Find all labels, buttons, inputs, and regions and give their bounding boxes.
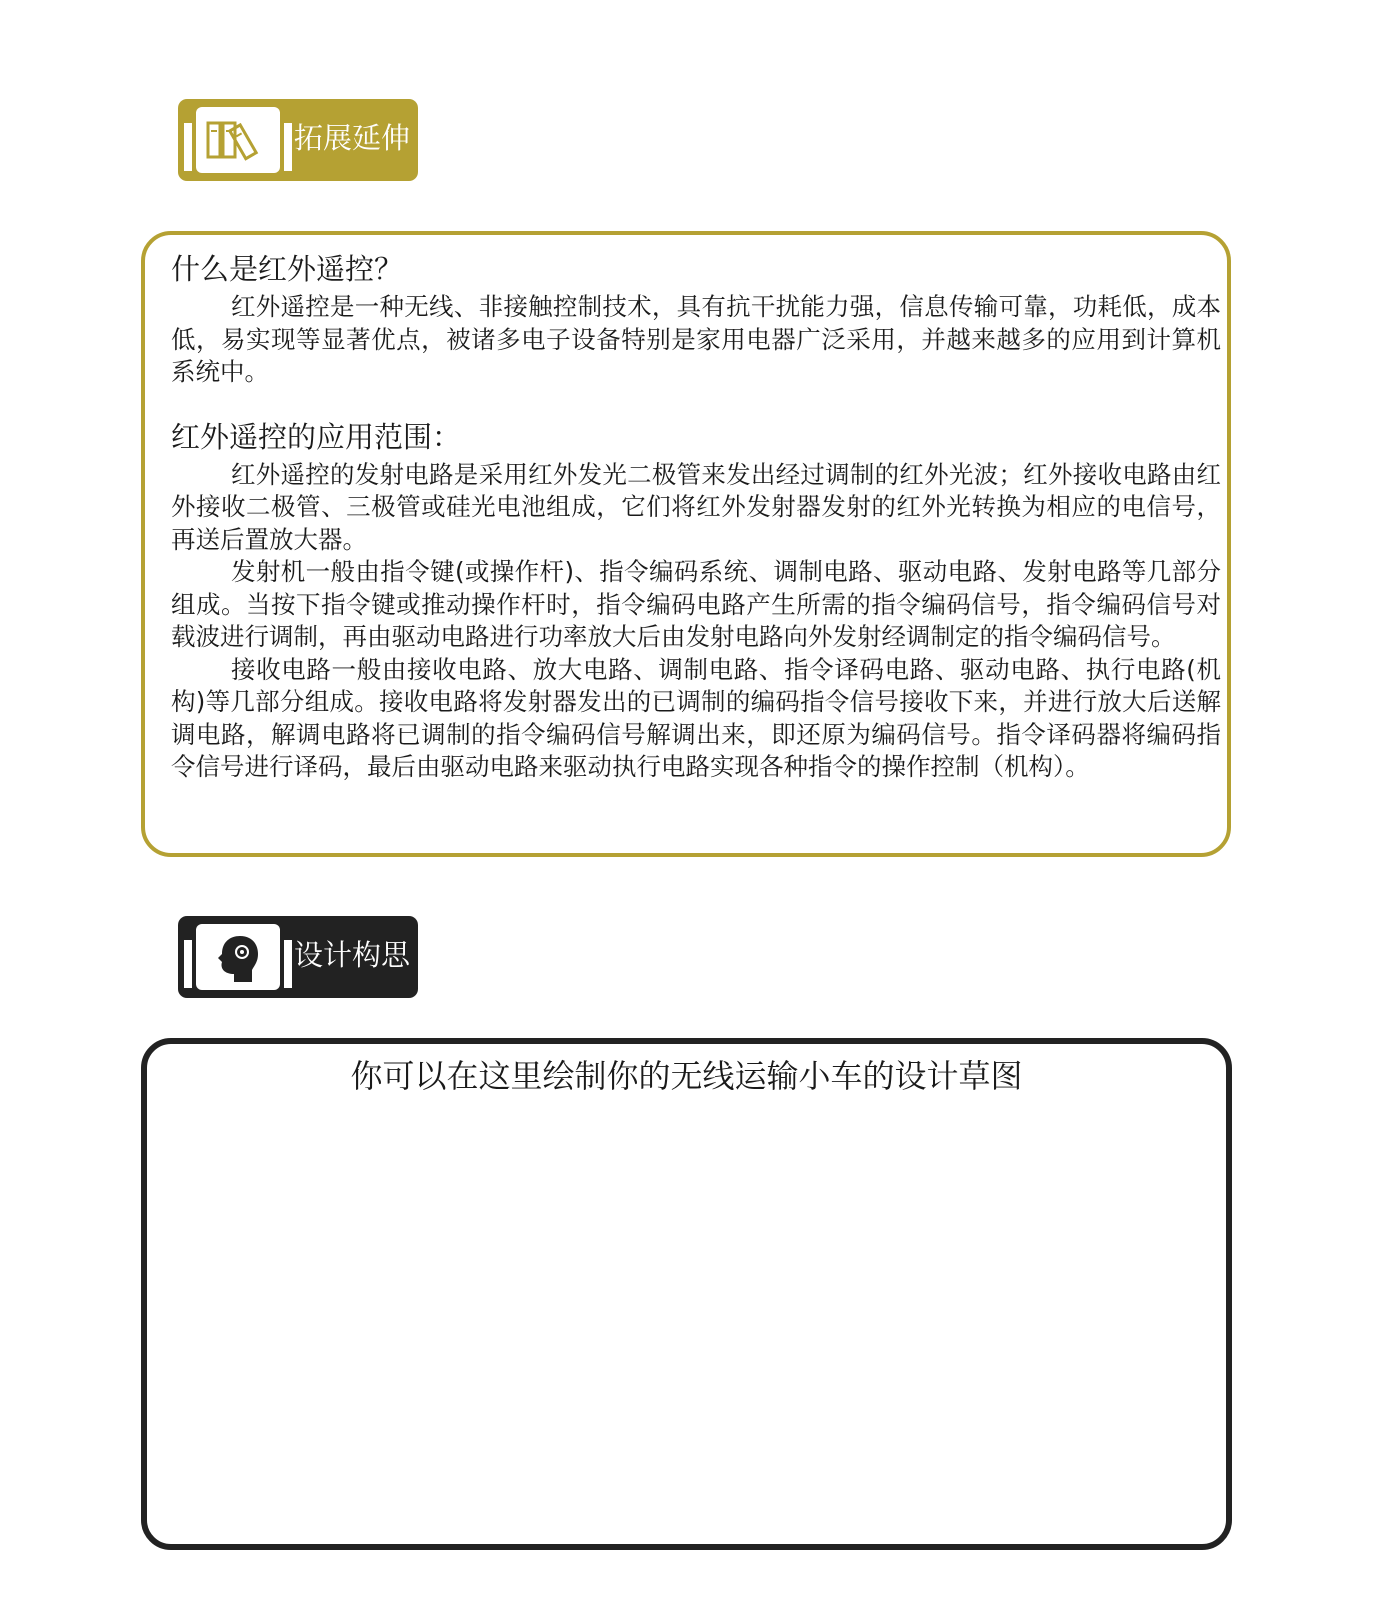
sketch-prompt: 你可以在这里绘制你的无线运输小车的设计草图 xyxy=(350,1057,1023,1095)
info-content xyxy=(171,249,1221,784)
binders-icon xyxy=(204,117,270,165)
paragraph: 红外遥控的发射电路是采用红外发光二极管来发出经过调制的红外光波；红外接收电路由红外接收二极管、三极管或硅光电池组成，它们将红外发射器发射的红外光转换为相应的电信号，再送后置放大器。 xyxy=(171,459,1221,554)
section-title-what-is-ir: 什么是红外遥控？ xyxy=(171,252,404,286)
extension-tab-label: 拓展延伸 xyxy=(294,121,411,155)
design-tab-label: 设计构思 xyxy=(294,938,411,972)
thinking-head-icon xyxy=(204,934,270,984)
extension-section-tab xyxy=(178,99,418,181)
design-icon-card xyxy=(196,924,280,990)
section-title-applications: 红外遥控的应用范围： xyxy=(171,419,462,454)
paragraph: 红外遥控是一种无线、非接触控制技术，具有抗干扰能力强，信息传输可靠，功耗低，成本低，易实现等显著优点，被诸多电子设备特别是家用电器广泛采用，并越来越多的应用到计算机系统中。 xyxy=(171,292,1221,386)
infrared-info-box xyxy=(141,231,1231,857)
paragraph: 发射机一般由指令键(或操作杆)、指令编码系统、调制电路、驱动电路、发射电路等几部分组成。当按下指令键或推动操作杆时，指令编码电路产生所需的指令编码信号，指令编码信号对载波进行调制，再由驱动电路进行功率放大后由发射电路向外发射经调制定的指令编码信号。 xyxy=(171,557,1221,651)
design-section-tab xyxy=(178,916,418,998)
design-sketch-area[interactable] xyxy=(141,1038,1232,1550)
extension-icon-card xyxy=(196,107,280,173)
paragraph: 接收电路一般由接收电路、放大电路、调制电路、指令译码电路、驱动电路、执行电路(机构)等几部分组成。接收电路将发射器发出的已调制的编码指令信号接收下来，并进行放大后送解调电路，解调电路将已调制的指令编码信号解调出来，即还原为编码信号。指令译码器将编码指令信号进行译码，最后由驱动电路来驱动执行电路实现各种指令的操作控制（机构）。 xyxy=(171,654,1221,781)
